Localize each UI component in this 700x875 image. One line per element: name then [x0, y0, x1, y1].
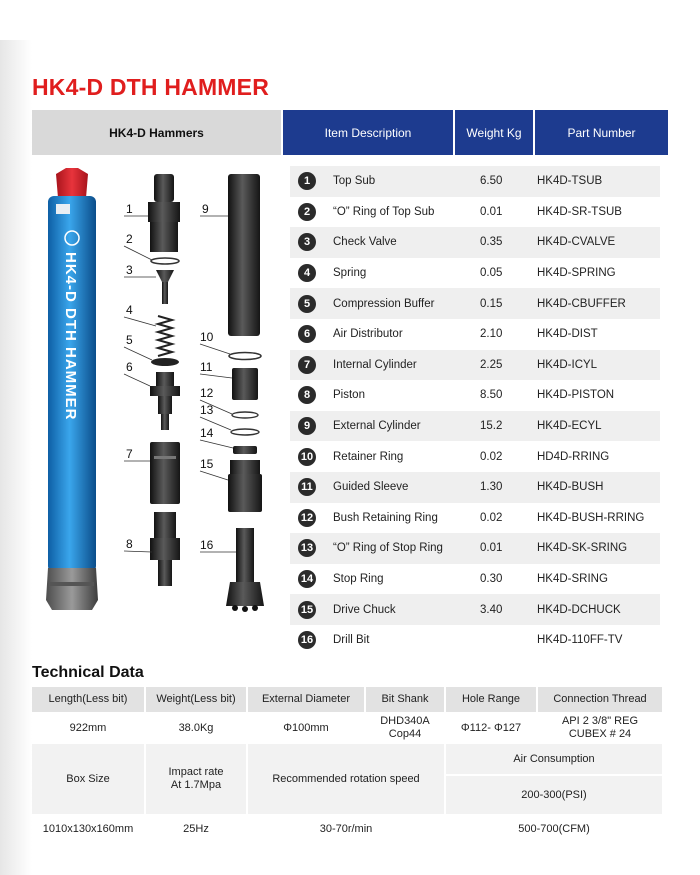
part-weight: 0.02 — [480, 511, 503, 524]
part-o-ring-top-sub-drawing — [151, 258, 179, 264]
part-number-badge: 6 — [298, 325, 316, 343]
part-row — [290, 472, 660, 503]
part-description: Guided Sleeve — [333, 481, 409, 494]
callout-4: 4 — [126, 303, 133, 317]
part-top-sub-drawing — [148, 174, 180, 252]
part-number-badge: 14 — [298, 570, 316, 588]
part-code: HK4D-DCHUCK — [537, 603, 621, 616]
part-number-badge: 12 — [298, 509, 316, 527]
part-weight: 2.25 — [480, 358, 503, 371]
part-number-badge: 3 — [298, 233, 316, 251]
hammer-body-text: HK4-D DTH HAMMER — [62, 252, 79, 421]
tech-connection-thread-value: API 2 3/8" REG CUBEX # 24 — [561, 715, 639, 740]
part-drill-bit-drawing — [226, 528, 264, 612]
part-code: HK4D-CBUFFER — [537, 297, 626, 310]
part-weight: 2.10 — [480, 328, 503, 341]
part-guided-sleeve-drawing — [232, 368, 258, 400]
part-row — [290, 441, 660, 472]
part-piston-drawing — [150, 512, 180, 586]
part-weight: 15.2 — [480, 420, 503, 433]
header-item-description: Item Description — [283, 110, 453, 155]
callout-10: 10 — [200, 330, 214, 344]
part-external-cylinder-drawing — [228, 174, 260, 336]
part-number-badge: 13 — [298, 539, 316, 557]
part-number-badge: 2 — [298, 203, 316, 221]
tech-rotation-label: Recommended rotation speed — [248, 744, 444, 814]
part-bush-retaining-ring-drawing — [232, 412, 258, 418]
part-row — [290, 166, 660, 197]
part-row — [290, 594, 660, 625]
part-weight: 3.40 — [480, 603, 503, 616]
part-row — [290, 197, 660, 228]
callout-9: 9 — [202, 202, 209, 216]
part-row — [290, 227, 660, 258]
part-weight: 0.35 — [480, 236, 503, 249]
part-number-badge: 10 — [298, 448, 316, 466]
part-weight: 0.01 — [480, 542, 503, 555]
part-number-badge: 1 — [298, 172, 316, 190]
part-weight: 6.50 — [480, 175, 503, 188]
part-row — [290, 564, 660, 595]
tech-header-hole-range: Hole Range — [446, 687, 536, 712]
part-code: HK4D-PISTON — [537, 389, 615, 402]
page-title: HK4-D DTH HAMMER — [32, 74, 270, 100]
part-row — [290, 288, 660, 319]
callout-16: 16 — [200, 538, 214, 552]
tech-air-cfm-value: 500-700(CFM) — [518, 822, 590, 835]
tech-box-size-label: Box Size — [32, 744, 144, 814]
part-row — [290, 319, 660, 350]
part-description: Piston — [333, 389, 365, 402]
part-row — [290, 350, 660, 381]
part-weight: 1.30 — [480, 481, 503, 494]
callout-6: 6 — [126, 360, 133, 374]
part-row — [290, 503, 660, 534]
tech-header-weight: Weight(Less bit) — [146, 687, 246, 712]
part-spring-drawing — [158, 316, 172, 356]
part-code: HK4D-DIST — [537, 328, 598, 341]
part-number-badge: 5 — [298, 295, 316, 313]
part-air-distributor-drawing — [150, 372, 180, 430]
part-weight: 0.15 — [480, 297, 503, 310]
part-code: HK4D-CVALVE — [537, 236, 616, 249]
part-check-valve-drawing — [156, 270, 174, 304]
tech-impact-rate-value: 25Hz — [183, 822, 209, 835]
tech-diameter-value: Φ100mm — [283, 721, 329, 734]
part-weight: 0.02 — [480, 450, 503, 463]
tech-header-external-diameter: External Diameter — [248, 687, 364, 712]
part-weight: 8.50 — [480, 389, 503, 402]
assembled-hammer — [46, 168, 98, 610]
part-code: HK4D-BUSH — [537, 481, 604, 494]
callout-15: 15 — [200, 457, 214, 471]
part-code: HK4D-SK-SRING — [537, 542, 628, 555]
tech-box-size-value: 1010x130x160mm — [42, 822, 134, 835]
part-row — [290, 258, 660, 289]
part-row — [290, 533, 660, 564]
callout-11: 11 — [200, 360, 213, 374]
part-code: HD4D-RRING — [537, 450, 610, 463]
part-row — [290, 411, 660, 442]
part-weight: 0.30 — [480, 573, 503, 586]
part-row — [290, 380, 660, 411]
part-description: Compression Buffer — [333, 297, 435, 310]
part-description: “O” Ring of Top Sub — [333, 205, 435, 218]
callout-14: 14 — [200, 426, 214, 440]
part-stop-ring-drawing — [233, 446, 257, 454]
tech-air-psi-value: 200-300(PSI) — [446, 776, 662, 814]
part-code: HK4D-SR-TSUB — [537, 205, 622, 218]
part-description: Air Distributor — [333, 328, 403, 341]
left-margin-shade — [0, 40, 32, 875]
part-drive-chuck-drawing — [228, 460, 262, 512]
tech-impact-rate-label: Impact rate At 1.7Mpa — [146, 744, 246, 814]
callout-7: 7 — [126, 447, 133, 461]
header-hammers: HK4-D Hammers — [32, 110, 281, 155]
part-code: HK4D-ICYL — [537, 358, 598, 371]
tech-length-value: 922mm — [69, 721, 107, 734]
tech-header-connection-thread: Connection Thread — [538, 687, 662, 712]
part-description: Retainer Ring — [333, 450, 404, 463]
part-weight: 0.05 — [480, 267, 503, 280]
part-number-badge: 7 — [298, 356, 316, 374]
callout-12: 12 — [200, 386, 214, 400]
technical-data-title: Technical Data — [32, 664, 144, 681]
part-internal-cylinder-drawing — [150, 442, 180, 504]
part-description: External Cylinder — [333, 420, 421, 433]
callout-3: 3 — [126, 263, 133, 277]
tech-rotation-value: 30-70r/min — [319, 822, 373, 835]
part-code: HK4D-SPRING — [537, 267, 616, 280]
tech-bit-shank-value: DHD340A Cop44 — [380, 715, 430, 740]
tech-weight-value: 38.0Kg — [178, 721, 214, 734]
part-row — [290, 625, 660, 656]
part-retainer-ring-drawing — [229, 353, 261, 360]
callout-1: 1 — [126, 202, 133, 216]
part-code: HK4D-110FF-TV — [537, 634, 623, 647]
callout-13: 13 — [200, 403, 214, 417]
part-weight: 0.01 — [480, 205, 503, 218]
tech-header-bit-shank: Bit Shank — [366, 687, 444, 712]
part-description: Stop Ring — [333, 573, 384, 586]
part-number-badge: 8 — [298, 386, 316, 404]
part-number-badge: 4 — [298, 264, 316, 282]
tech-hole-range-value: Φ112- Φ127 — [460, 721, 522, 734]
part-number-badge: 16 — [298, 631, 316, 649]
part-code: HK4D-ECYL — [537, 420, 602, 433]
part-description: Check Valve — [333, 236, 397, 249]
tech-air-consumption-label: Air Consumption — [446, 744, 662, 774]
part-description: Drive Chuck — [333, 603, 396, 616]
parts-list — [290, 166, 660, 656]
tech-header-length: Length(Less bit) — [32, 687, 144, 712]
callout-2: 2 — [126, 232, 133, 246]
part-description: Bush Retaining Ring — [333, 511, 438, 524]
part-description: “O” Ring of Stop Ring — [333, 542, 443, 555]
part-code: HK4D-TSUB — [537, 175, 603, 188]
part-description: Top Sub — [333, 175, 376, 188]
part-code: HK4D-SRING — [537, 573, 608, 586]
header-part-number: Part Number — [535, 110, 668, 155]
part-description: Drill Bit — [333, 634, 370, 647]
callout-5: 5 — [126, 333, 133, 347]
part-o-ring-stop-ring-drawing — [231, 429, 259, 435]
hammer-exploded-drawing — [32, 160, 282, 630]
part-number-badge: 11 — [298, 478, 316, 496]
header-weight: Weight Kg — [455, 110, 533, 155]
part-number-badge: 15 — [298, 601, 316, 619]
part-description: Internal Cylinder — [333, 358, 417, 371]
part-code: HK4D-BUSH-RRING — [537, 511, 645, 524]
part-compression-buffer-drawing — [151, 358, 179, 366]
callout-8: 8 — [126, 537, 133, 551]
part-description: Spring — [333, 267, 367, 280]
part-number-badge: 9 — [298, 417, 316, 435]
